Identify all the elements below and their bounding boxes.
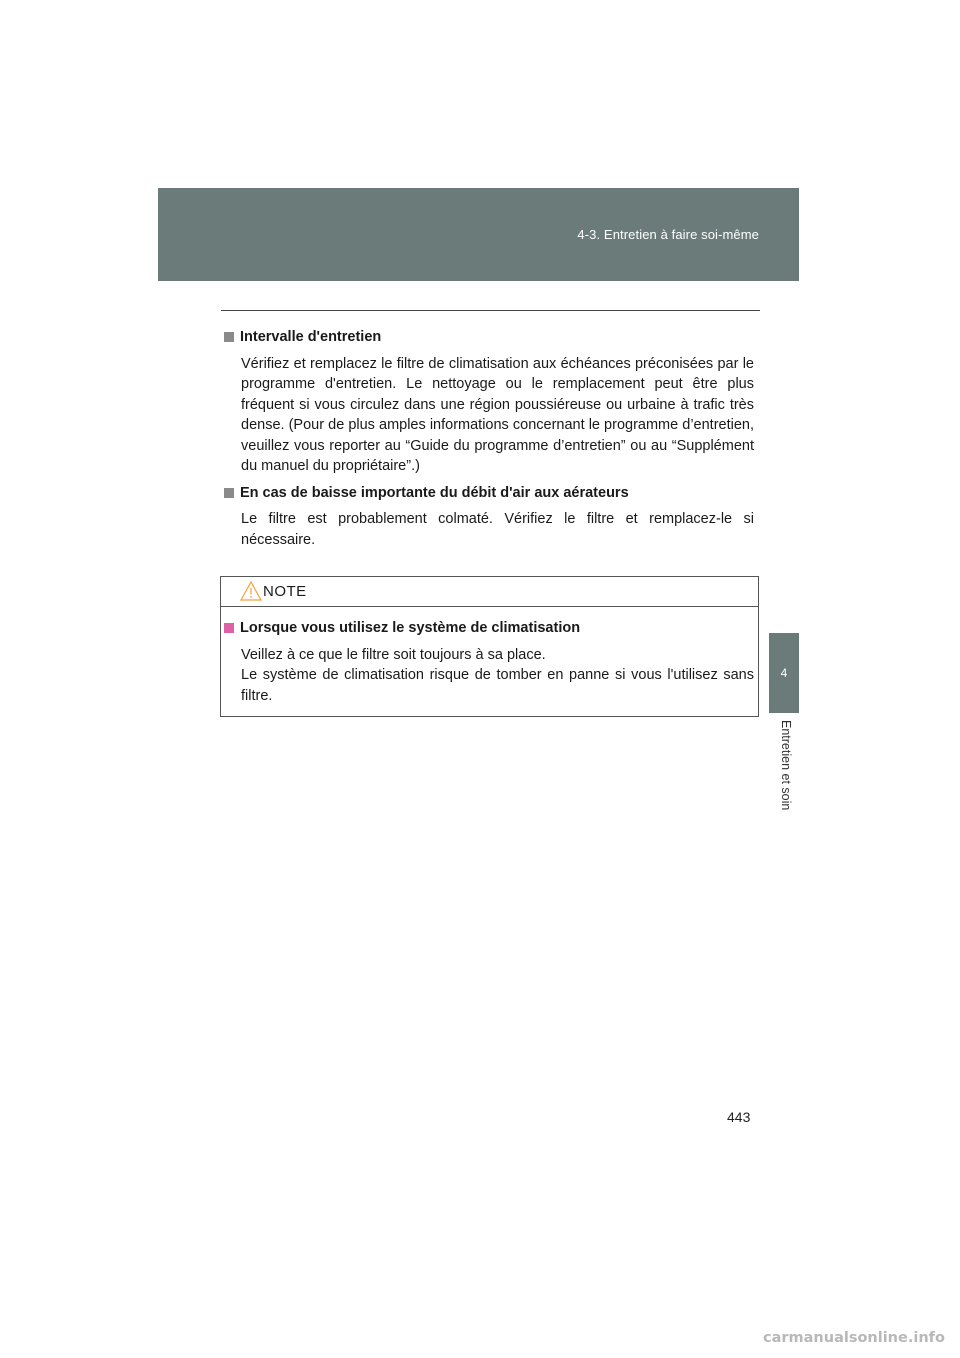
header-band: [158, 188, 799, 281]
section-heading: [224, 327, 754, 348]
heading-text: Intervalle d'entretien: [240, 329, 382, 345]
square-bullet-icon: [224, 488, 234, 498]
square-bullet-icon: [224, 332, 234, 342]
note-title: NOTE: [263, 583, 307, 600]
section-title: 4-3. Entretien à faire soi-même: [577, 227, 759, 242]
note-line: Veillez à ce que le filtre soit toujours à sa place.: [241, 646, 546, 663]
note-box: [220, 576, 759, 717]
note-heading: [224, 618, 754, 639]
square-bullet-icon: [224, 623, 234, 633]
chapter-label: Entretien et soin: [779, 720, 793, 811]
note-body: [224, 618, 754, 706]
watermark: carmanualsonline.info: [763, 1330, 945, 1346]
top-divider: [221, 310, 760, 311]
heading-text: En cas de baisse importante du débit d'air aux aérateurs: [240, 484, 629, 501]
section-body: Vérifiez et remplacez le filtre de climatisation aux échéances préconisées par le programme d'entretien. Le nettoyage ou le remplacement peut être plus fréquent si vous circulez dans une région poussiéreuse ou urbaine à trafic très dense. (Pour de plus amples informations concernant le programme d’entretien, veuillez vous reporter au “Guide du programme d’entretien” ou au “Supplément du manuel du propriétaire”.): [241, 355, 754, 474]
main-content: [224, 327, 754, 556]
chapter-tab: [769, 633, 799, 713]
section-heading: [224, 483, 754, 504]
page-number: 443: [727, 1109, 751, 1125]
chapter-number: 4: [780, 666, 788, 680]
section-body: Le filtre est probablement colmaté. Vérifiez le filtre et remplacez-le si nécessaire.: [241, 511, 754, 548]
note-header: [221, 577, 758, 607]
note-line: Le système de climatisation risque de tomber en panne si vous l'utilisez sans filtre.: [241, 667, 754, 704]
note-heading-text: Lorsque vous utilisez le système de climatisation: [240, 620, 581, 636]
warning-triangle-icon: [240, 581, 262, 601]
